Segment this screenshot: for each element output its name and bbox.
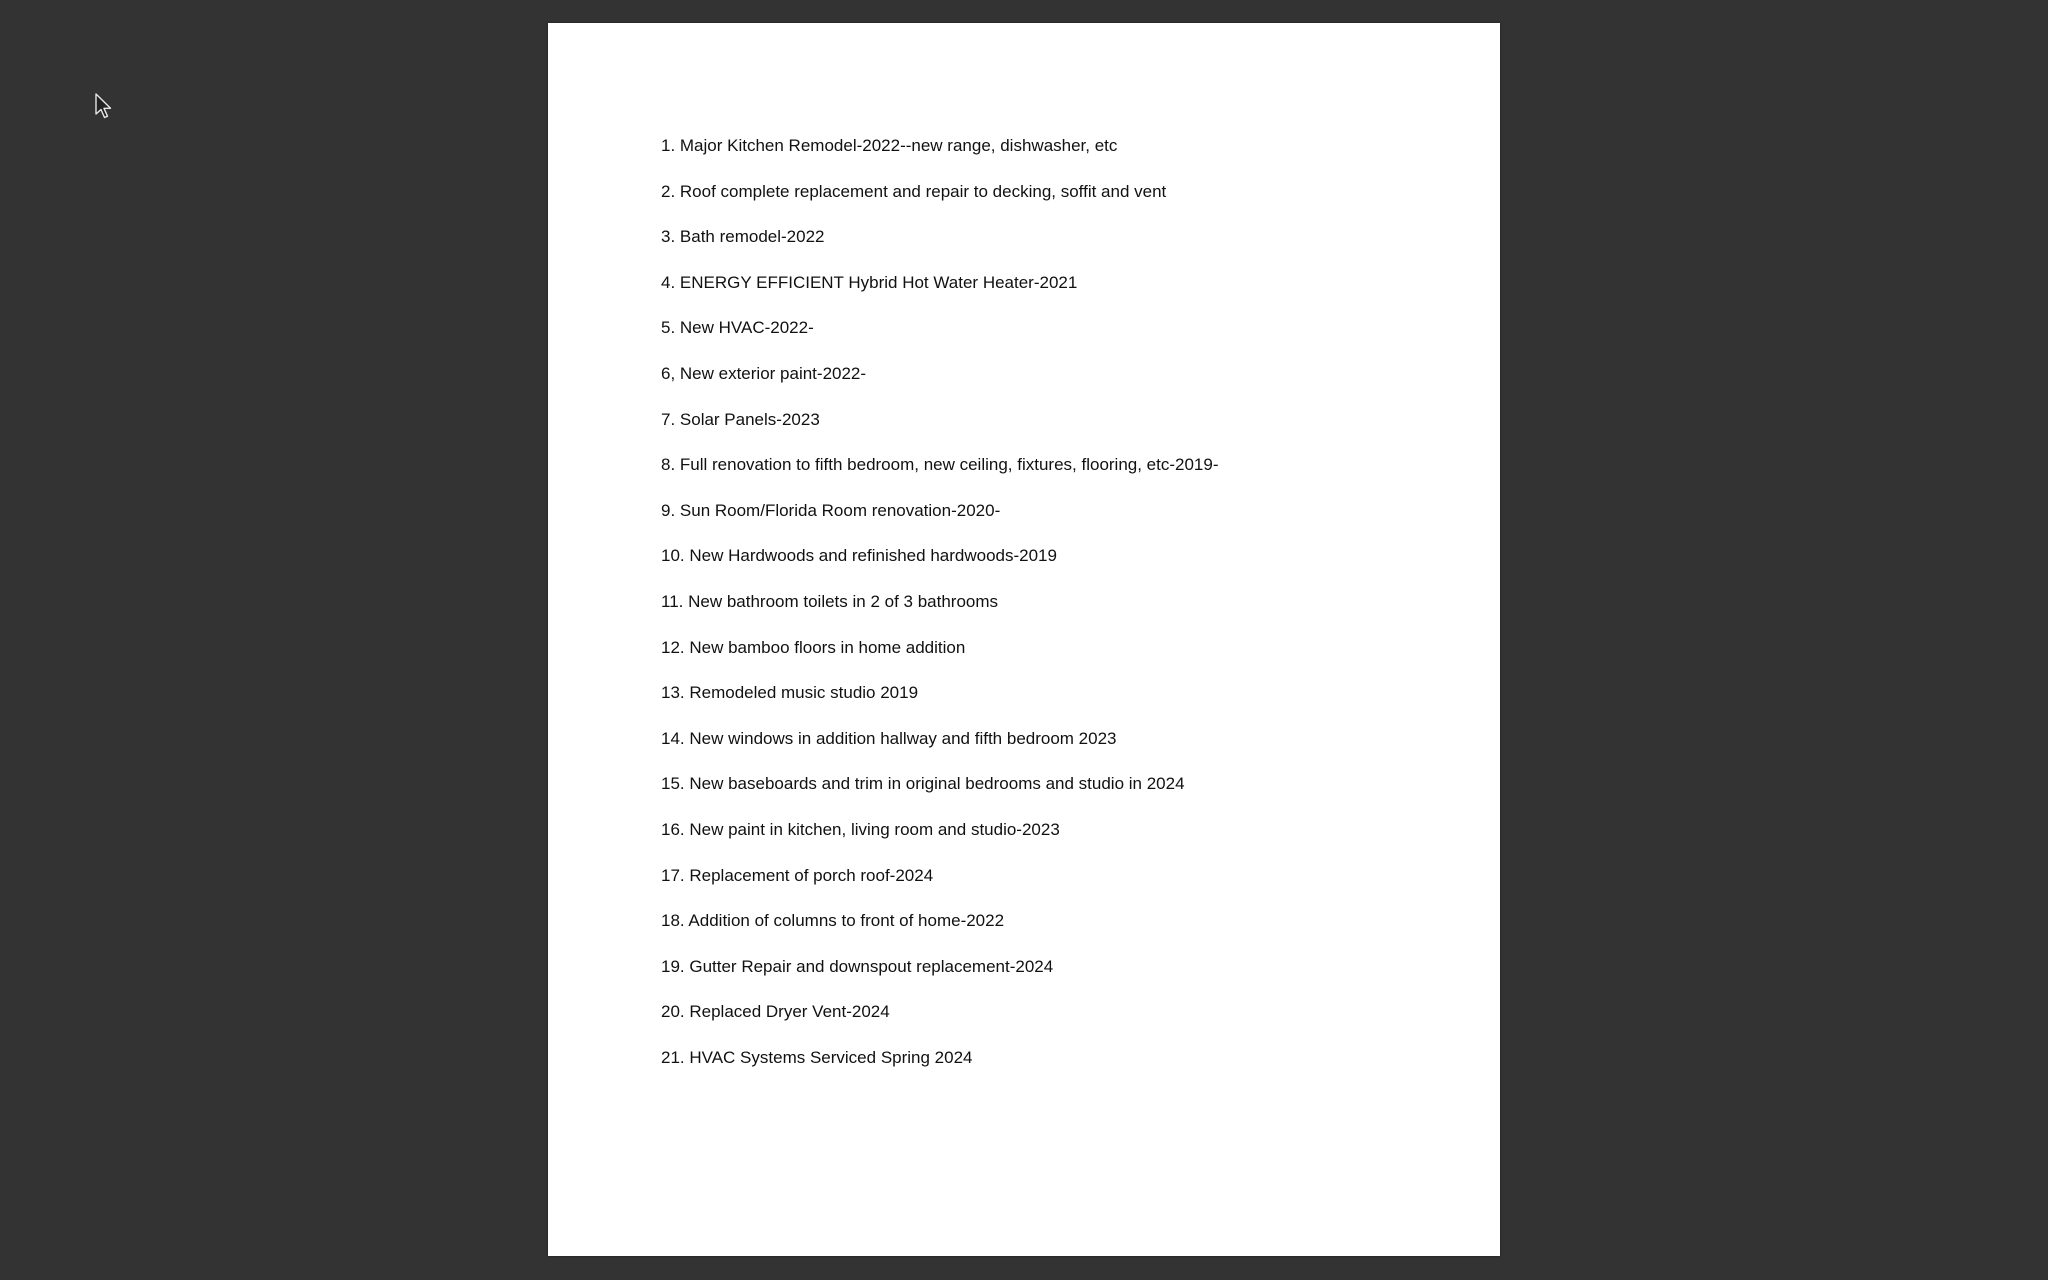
list-item: 6, New exterior paint-2022- xyxy=(661,363,867,383)
list-item: 10. New Hardwoods and refinished hardwoods-2019 xyxy=(661,546,1057,566)
list-item: 3. Bath remodel-2022 xyxy=(661,227,825,247)
list-item: 1. Major Kitchen Remodel-2022--new range, dishwasher, etc xyxy=(661,136,1118,155)
list-item: 20. Replaced Dryer Vent-2024 xyxy=(661,1002,890,1022)
list-item: 8. Full renovation to fifth bedroom, new ceiling, fixtures, flooring, etc-2019- xyxy=(661,455,1219,475)
list-item: 21. HVAC Systems Serviced Spring 2024 xyxy=(661,1047,973,1067)
list-item: 19. Gutter Repair and downspout replacement-2024 xyxy=(661,956,1054,976)
list-item: 16. New paint in kitchen, living room and studio-2023 xyxy=(661,819,1060,839)
improvement-list xyxy=(661,135,1219,1092)
list-item: 15. New baseboards and trim in original bedrooms and studio in 2024 xyxy=(661,774,1185,794)
list-item: 4. ENERGY EFFICIENT Hybrid Hot Water Heater-2021 xyxy=(661,272,1078,292)
list-item: 2. Roof complete replacement and repair to decking, soffit and vent xyxy=(661,181,1167,201)
list-item: 7. Solar Panels-2023 xyxy=(661,409,820,429)
list-item: 14. New windows in addition hallway and fifth bedroom 2023 xyxy=(661,728,1117,748)
mouse-pointer-icon xyxy=(95,93,115,119)
list-item: 12. New bamboo floors in home addition xyxy=(661,637,966,657)
list-item: 18. Addition of columns to front of home-2022 xyxy=(661,911,1005,931)
list-item: 17. Replacement of porch roof-2024 xyxy=(661,865,934,885)
list-item: 9. Sun Room/Florida Room renovation-2020- xyxy=(661,500,1001,520)
list-item: 11. New bathroom toilets in 2 of 3 bathrooms xyxy=(661,591,999,611)
list-item: 5. New HVAC-2022- xyxy=(661,318,814,338)
list-item: 13. Remodeled music studio 2019 xyxy=(661,683,919,703)
document-page xyxy=(548,23,1500,1256)
